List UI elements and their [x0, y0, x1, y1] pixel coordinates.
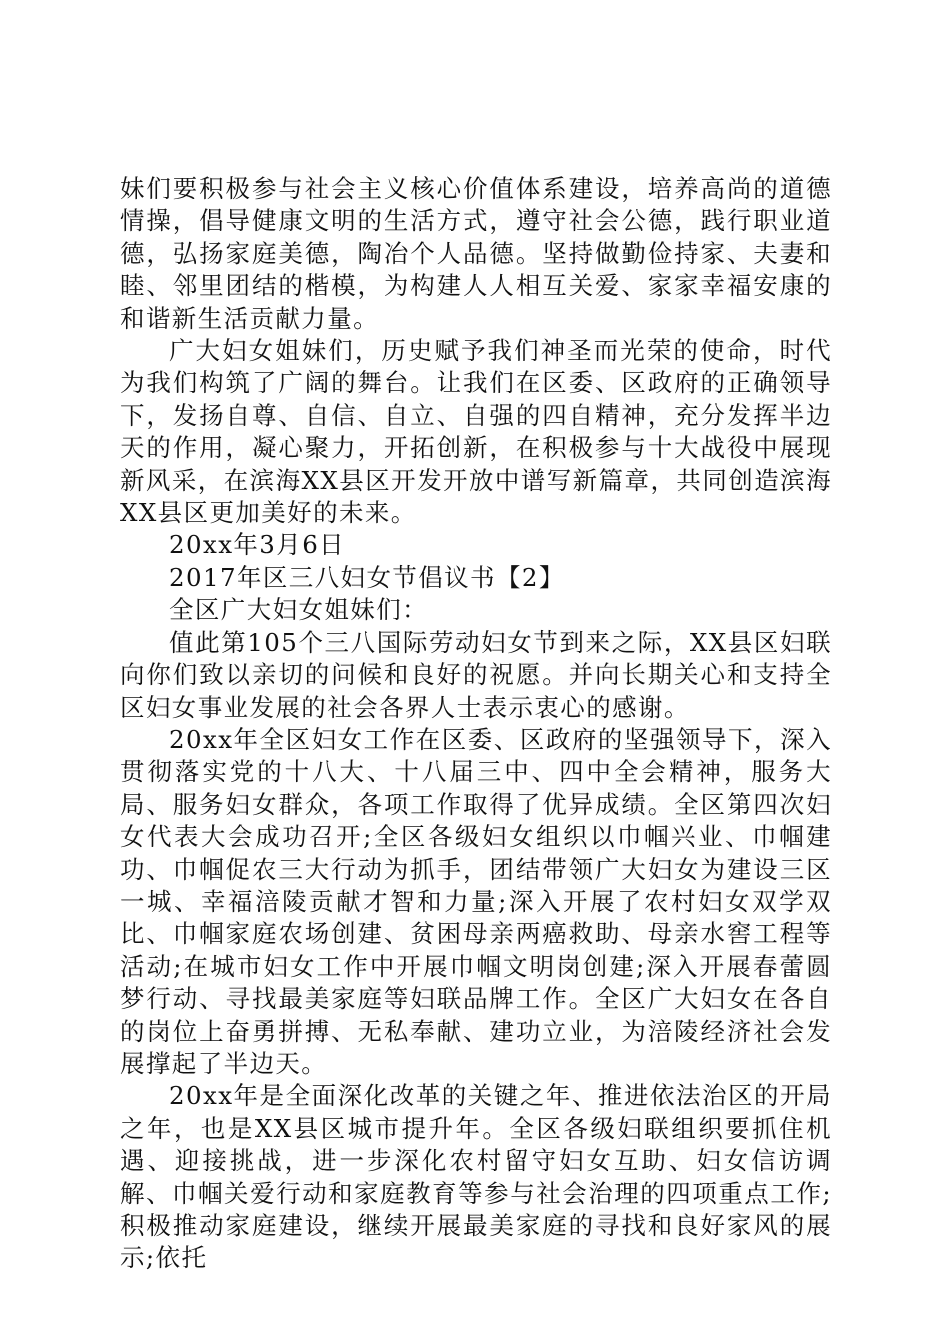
- paragraph-3: 值此第105个三八国际劳动妇女节到来之际，XX县区妇联向你们致以亲切的问候和良好的祝愿。并向长期关心和支持全区妇女事业发展的社会各界人士表示衷心的感谢。: [120, 627, 832, 722]
- paragraph-5: 20xx年是全面深化改革的关键之年、推进依法治区的开局之年，也是XX县区城市提升年。全区各级妇联组织要抓住机遇、迎接挑战，进一步深化农村留守妇女互助、妇女信访调解、巾帼关爱行动和家庭教育等参与社会治理的四项重点工作;积极推动家庭建设，继续开展最美家庭的寻找和良好家风的展示;依托: [120, 1081, 832, 1273]
- salutation: 全区广大妇女姐妹们：: [169, 595, 428, 625]
- date-line: 20xx年3月6日: [169, 530, 346, 560]
- paragraph-1: 妹们要积极参与社会主义核心价值体系建设，培养高尚的道德情操，倡导健康文明的生活方式，遵守社会公德，践行职业道德，弘扬家庭美德，陶冶个人品德。坚持做勤俭持家、夫妻和睦、邻里团结的楷模，为构建人人相互关爱、家家幸福安康的和谐新生活贡献力量。: [120, 174, 832, 333]
- paragraph-4: 20xx年全区妇女工作在区委、区政府的坚强领导下，深入贯彻落实党的十八大、十八届三中、四中全会精神，服务大局、服务妇女群众，各项工作取得了优异成绩。全区第四次妇女代表大会成功召开;全区各级妇女组织以巾帼兴业、巾帼建功、巾帼促农三大行动为抓手，团结带领广大妇女为建设三区一城、幸福涪陵贡献才智和力量;深入开展了农村妇女双学双比、巾帼家庭农场创建、贫困母亲两癌救助、母亲水窖工程等活动;在城市妇女工作中开展巾帼文明岗创建;深入开展春蕾圆梦行动、寻找最美家庭等妇联品牌工作。全区广大妇女在各自的岗位上奋勇拼搏、无私奉献、建功立业，为涪陵经济社会发展撑起了半边天。: [120, 724, 832, 1078]
- document-body: [120, 173, 832, 1275]
- section-title: 2017年区三八妇女节倡议书【2】: [169, 562, 565, 592]
- paragraph-2: 广大妇女姐妹们，历史赋予我们神圣而光荣的使命，时代为我们构筑了广阔的舞台。让我们在区委、区政府的正确领导下，发扬自尊、自信、自立、自强的四自精神，充分发挥半边天的作用，凝心聚力，开拓创新，在积极参与十大战役中展现新风采，在滨海XX县区开发开放中谱写新篇章，共同创造滨海XX县区更加美好的未来。: [120, 336, 832, 528]
